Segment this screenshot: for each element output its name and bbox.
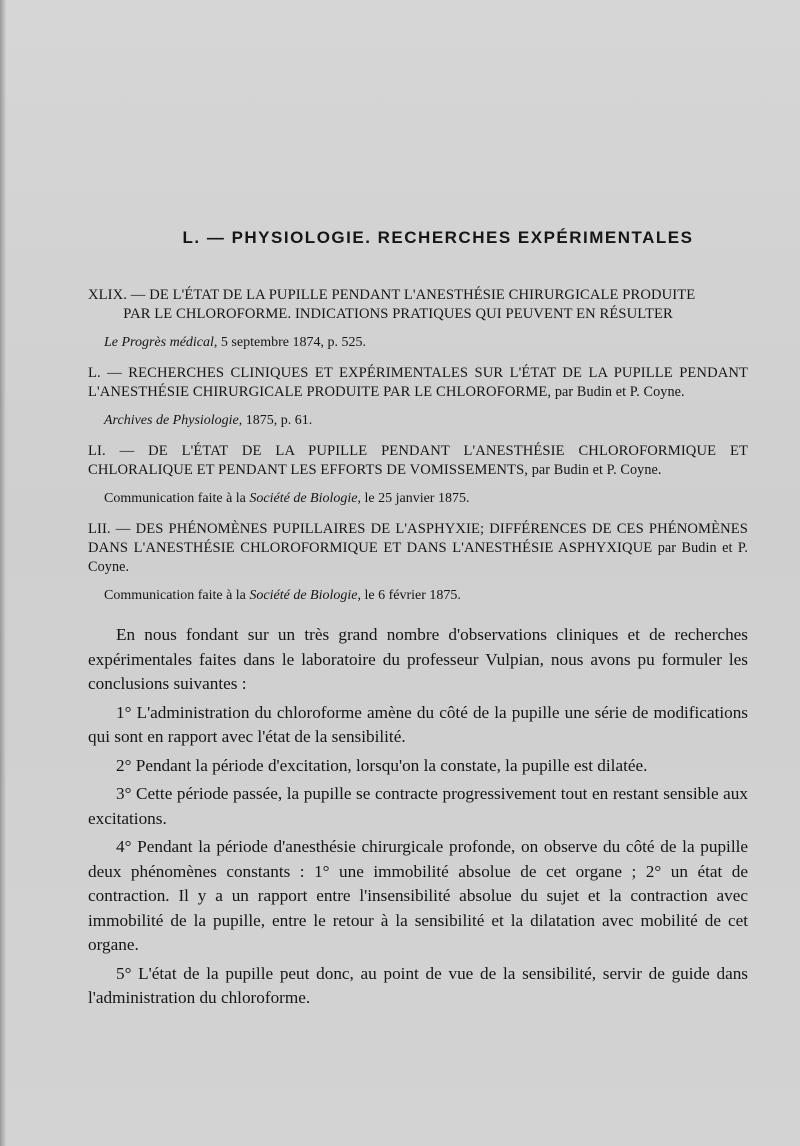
page-edge-shadow (0, 0, 6, 1146)
paragraph: 3° Cette période passée, la pupille se contracte progressivement tout en restant sensible aux excitations. (88, 784, 748, 828)
journal-name: Archives de Physiologie (104, 413, 239, 428)
entry-source: Le Progrès médical, 5 septembre 1874, p. 525. (104, 335, 366, 350)
bibliography-entry (88, 286, 748, 352)
journal-name: Société de Biologie (249, 588, 358, 603)
page-content (88, 228, 748, 1015)
bibliography-entry (88, 442, 748, 508)
section-title: L. — PHYSIOLOGIE. RECHERCHES EXPÉRIMENTALES (182, 228, 694, 247)
entry-authors: par Budin et P. Coyne. (551, 384, 685, 400)
bibliography-entry (88, 520, 748, 605)
journal-name: Le Progrès médical (104, 335, 214, 350)
entry-title: L. — RECHERCHES CLINIQUES ET EXPÉRIMENTALES SUR L'ÉTAT DE LA PUPILLE PENDANT L'ANESTHÉSIE CHIRURGICALE PRODUITE PAR LE CHLOROFORME, par Budin et P. Coyne. (88, 365, 748, 400)
entry-authors: par Budin et P. Coyne. (88, 540, 748, 575)
entry-source: Communication faite à la Société de Biologie, le 6 février 1875. (104, 588, 461, 603)
paragraph: 1° L'administration du chloroforme amène du côté de la pupille une série de modifications qui sont en rapport avec l'état de la sensibilité. (88, 702, 748, 746)
paragraph: 4° Pendant la période d'anesthésie chirurgicale profonde, on observe du côté de la pupille deux phénomènes constants : 1° une immobilité absolue de cet organe ; 2° un état de contraction. Il y a un rapport entre l'insensibilité absolue du sujet et la contraction avec immobilité de la pupille, entre le retour à la sensibilité et la dilatation avec mobilité de cet organe. (88, 837, 748, 954)
journal-name: Société de Biologie (249, 491, 358, 506)
entry-authors: par Budin et P. Coyne. (528, 462, 662, 478)
entry-source: Archives de Physiologie, 1875, p. 61. (104, 413, 313, 428)
paragraph: En nous fondant sur un très grand nombre d'observations cliniques et de recherches expérimentales faites dans le laboratoire du professeur Vulpian, nous avons pu formuler les conclusions suivantes : (88, 625, 748, 693)
paragraph: 5° L'état de la pupille peut donc, au point de vue de la sensibilité, servir de guide dans l'administration du chloroforme. (88, 963, 748, 1007)
entry-title: LI. — DE L'ÉTAT DE LA PUPILLE PENDANT L'ANESTHÉSIE CHLOROFORMIQUE ET CHLORALIQUE ET PENDANT LES EFFORTS DE VOMISSEMENTS, par Budin et P. Coyne. (88, 443, 748, 478)
entry-title: XLIX. — DE L'ÉTAT DE LA PUPILLE PENDANT L'ANESTHÉSIE CHIRURGICALE PRODUITE PAR LE CHLOROFORME. INDICATIONS PRATIQUES QUI PEUVENT EN RÉSULTER (88, 287, 696, 322)
entry-title: LII. — DES PHÉNOMÈNES PUPILLAIRES DE L'ASPHYXIE; DIFFÉRENCES DE CES PHÉNOMÈNES DANS L'ANESTHÉSIE CHLOROFORMIQUE ET DANS L'ANESTHÉSIE ASPHYXIQUE par Budin et P. Coyne. (88, 521, 748, 575)
entry-source: Communication faite à la Société de Biologie, le 25 janvier 1875. (104, 491, 470, 506)
bibliography-entry (88, 364, 748, 430)
body-text (88, 623, 748, 1011)
paragraph: 2° Pendant la période d'excitation, lorsqu'on la constate, la pupille est dilatée. (116, 755, 648, 775)
